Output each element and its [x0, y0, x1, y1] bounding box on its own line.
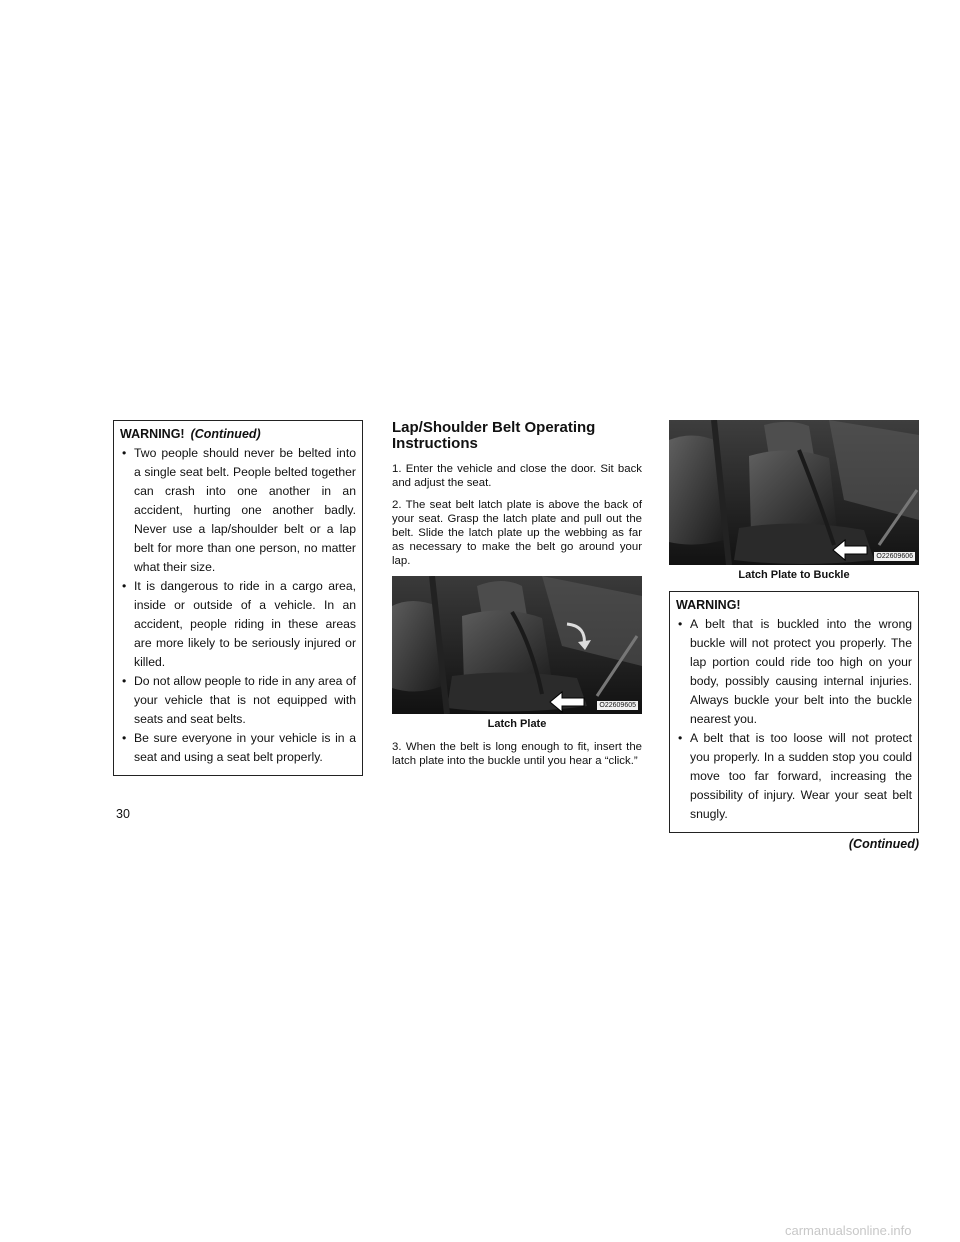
warning-heading [120, 425, 356, 444]
bullet-icon: • [122, 579, 127, 593]
warning-label: WARNING! [120, 427, 185, 441]
step-2: 2. The seat belt latch plate is above the back of your seat. Grasp the latch plate and pull out the belt. Slide the latch plate up the webbing as far as necessary to make the belt go around your lap. [392, 499, 642, 567]
seat-photo [669, 420, 919, 565]
continued-label: (Continued) [848, 837, 919, 851]
warning-bullet: • A belt that is too loose will not protect you properly. In a sudden stop you could move too far forward, increasing the possibility of injury. Wear your seat belt snugly. [678, 731, 912, 821]
figure-code: O22609605 [599, 702, 636, 709]
warning-bullet: • Do not allow people to ride in any area of your vehicle that is not equipped with seats and seat belts. [122, 674, 356, 726]
site-watermark: carmanualsonline.info [785, 1223, 912, 1238]
bullet-icon: • [122, 674, 127, 688]
seat-photo [392, 576, 642, 714]
bullet-icon: • [678, 731, 683, 745]
warning-bullet: • Be sure everyone in your vehicle is in a seat and using a seat belt properly. [122, 731, 356, 764]
middle-column [392, 420, 642, 776]
warning-bullet: • Two people should never be belted into a single seat belt. People belted together can crash into one another in an accident, hurting one another badly. Never use a lap/shoulder belt or a lap belt for more than one person, no matter what their size. [122, 446, 356, 574]
latch-plate-figure [392, 576, 642, 714]
warning-continued-label: (Continued) [190, 427, 261, 441]
section-heading: Lap/Shoulder Belt Operating Instructions [392, 419, 596, 452]
bullet-icon: • [678, 617, 683, 631]
right-column [669, 420, 919, 851]
warning-heading: WARNING! [676, 598, 741, 612]
warning-box [669, 591, 919, 833]
figure-code: O22609606 [876, 553, 913, 560]
warning-bullet: • A belt that is buckled into the wrong buckle will not protect you properly. The lap portion could ride too high on your body, possibly causing internal injuries. Always buckle your belt into the buckle nearest you. [678, 617, 912, 726]
figure-caption: Latch Plate [487, 718, 547, 730]
bullet-icon: • [122, 731, 127, 745]
warning-box-continued [113, 420, 363, 776]
left-column [113, 420, 363, 776]
figure-caption: Latch Plate to Buckle [738, 569, 850, 581]
latch-plate-to-buckle-figure [669, 420, 919, 565]
step-1: 1. Enter the vehicle and close the door. Sit back and adjust the seat. [392, 463, 642, 489]
bullet-icon: • [122, 446, 127, 460]
page-number: 30 [116, 807, 130, 821]
warning-bullet: • It is dangerous to ride in a cargo area, inside or outside of a vehicle. In an accident, people riding in these areas are more likely to be seriously injured or killed. [122, 579, 356, 669]
step-3: 3. When the belt is long enough to fit, insert the latch plate into the buckle until you hear a “click.” [392, 741, 642, 767]
